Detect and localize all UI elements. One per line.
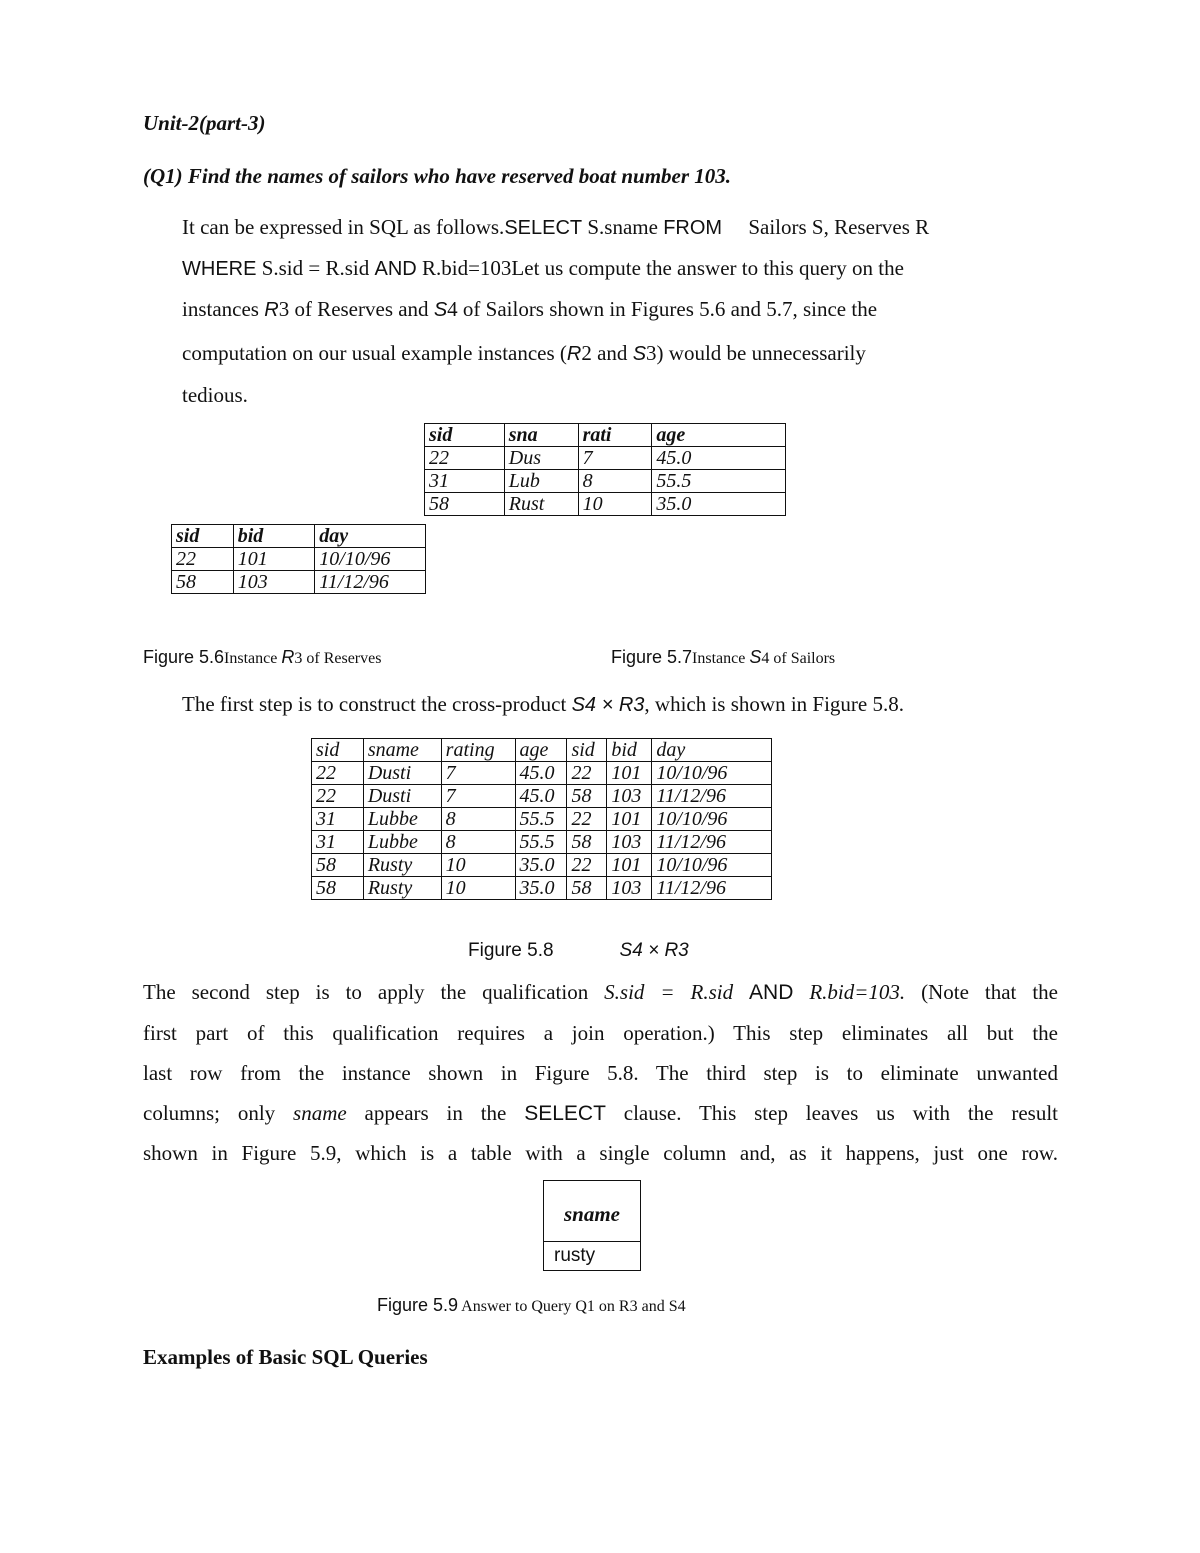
table-cell: 11/12/96 (315, 571, 426, 594)
table-header-cell: sna (504, 424, 578, 447)
table-cell: 103 (607, 877, 652, 900)
table-cell: 101 (233, 548, 315, 571)
second-step-line-4: columns; only sname appears in the SELECT clause. This step leaves us with the result (143, 1101, 1058, 1125)
table-cell: Lubbe (363, 808, 441, 831)
table-cell: 10/10/96 (652, 762, 772, 785)
table-cell: 55.5 (515, 808, 567, 831)
intro-line-2: WHERE S.sid = R.sid AND R.bid=103Let us compute the answer to this query on the (182, 256, 904, 280)
table-header-cell: sname (363, 739, 441, 762)
answer-table (543, 1180, 641, 1271)
table-header-cell: sid (172, 525, 234, 548)
table-cell: Dusti (363, 785, 441, 808)
table-header-cell: age (515, 739, 567, 762)
table-cell: 103 (607, 831, 652, 854)
table-row (425, 447, 786, 470)
table-cell: 101 (607, 762, 652, 785)
table-cell: Dusti (363, 762, 441, 785)
table-cell: 7 (578, 447, 652, 470)
table-header-cell: day (652, 739, 772, 762)
table-cell: 10/10/96 (652, 854, 772, 877)
table-cell: Dus (504, 447, 578, 470)
table-row (425, 493, 786, 516)
figure-5-7-caption: Figure 5.7Instance S4 of Sailors (611, 647, 836, 667)
table-cell: 35.0 (515, 877, 567, 900)
table-cell: 22 (172, 548, 234, 571)
table-cell: 22 (567, 762, 607, 785)
table-cell: 10 (441, 877, 515, 900)
section-heading: Examples of Basic SQL Queries (143, 1345, 428, 1369)
table-cell: 10 (578, 493, 652, 516)
table-cell: 101 (607, 854, 652, 877)
table-cell: 45.0 (515, 785, 567, 808)
table-cell: 11/12/96 (652, 831, 772, 854)
table-cell: 8 (578, 470, 652, 493)
table-cell: 31 (312, 831, 364, 854)
table-cell: 45.0 (652, 447, 786, 470)
page-title: Unit-2(part-3) (143, 111, 266, 135)
table-row (312, 785, 772, 808)
table-header-row (172, 525, 426, 548)
second-step-line-1: The second step is to apply the qualification S.sid = R.sid AND R.bid=103. (Note that the (143, 980, 1058, 1004)
table-header-cell: rati (578, 424, 652, 447)
intro-line-3: instances R3 of Reserves and S4 of Sailors shown in Figures 5.6 and 5.7, since the (182, 297, 878, 321)
second-step-line-3: last row from the instance shown in Figure 5.8. The third step is to eliminate unwanted (143, 1061, 1058, 1085)
figure-5-9-caption: Figure 5.9 Answer to Query Q1 on R3 and S4 (377, 1295, 686, 1315)
answer-value: rusty (554, 1245, 596, 1266)
cross-product-table (311, 738, 772, 900)
figure-5-6-caption: Figure 5.6Instance R3 of Reserves (143, 647, 382, 667)
table-header-cell: sid (567, 739, 607, 762)
table-header-cell: day (315, 525, 426, 548)
table-cell: 35.0 (652, 493, 786, 516)
table-row (172, 571, 426, 594)
table-row (312, 854, 772, 877)
table-cell: 22 (312, 785, 364, 808)
table-cell: 58 (312, 854, 364, 877)
table-row (172, 548, 426, 571)
table-row (312, 831, 772, 854)
table-cell: 8 (441, 831, 515, 854)
table-cell: 58 (312, 877, 364, 900)
table-header-row (312, 739, 772, 762)
table-cell: 58 (567, 831, 607, 854)
reserves-r3-table (171, 524, 426, 594)
table-row (312, 877, 772, 900)
table-header-cell: bid (607, 739, 652, 762)
table-cell: 31 (425, 470, 505, 493)
table-cell: 58 (425, 493, 505, 516)
table-cell: Rust (504, 493, 578, 516)
intro-line-1: It can be expressed in SQL as follows.SELECT S.sname FROM Sailors S, Reserves R (182, 215, 930, 239)
table-cell: 22 (312, 762, 364, 785)
table-cell: 7 (441, 785, 515, 808)
table-row (312, 762, 772, 785)
table-cell: 103 (233, 571, 315, 594)
table-cell: 11/12/96 (652, 785, 772, 808)
sailors-s4-table (424, 423, 786, 516)
table-cell: 7 (441, 762, 515, 785)
table-cell: 22 (425, 447, 505, 470)
table-cell: 58 (567, 785, 607, 808)
table-cell: 8 (441, 808, 515, 831)
table-cell: 35.0 (515, 854, 567, 877)
table-cell: Lub (504, 470, 578, 493)
second-step-line-2: first part of this qualification requires a join operation.) This step eliminates all but the (143, 1021, 1058, 1045)
cross-product-intro: The first step is to construct the cross-product S4 × R3, which is shown in Figure 5.8. (182, 692, 904, 716)
second-step-line-5: shown in Figure 5.9, which is a table with a single column and, as it happens, just one row. (143, 1141, 1058, 1165)
answer-header: sname (544, 1181, 640, 1242)
table-header-row (425, 424, 786, 447)
table-cell: 10/10/96 (652, 808, 772, 831)
table-header-cell: sid (312, 739, 364, 762)
table-cell: Rusty (363, 854, 441, 877)
table-cell: 45.0 (515, 762, 567, 785)
table-cell: 55.5 (515, 831, 567, 854)
table-cell: 58 (567, 877, 607, 900)
table-cell: 31 (312, 808, 364, 831)
figure-5-8-caption: Figure 5.8 S4 × R3 (468, 940, 689, 961)
table-header-cell: sid (425, 424, 505, 447)
table-cell: 10 (441, 854, 515, 877)
intro-line-4: computation on our usual example instances (R2 and S3) would be unnecessarily (182, 341, 866, 365)
table-header-cell: age (652, 424, 786, 447)
question-heading: (Q1) Find the names of sailors who have reserved boat number 103. (143, 164, 732, 188)
table-cell: Lubbe (363, 831, 441, 854)
table-cell: 55.5 (652, 470, 786, 493)
table-header-cell: rating (441, 739, 515, 762)
table-cell: Rusty (363, 877, 441, 900)
intro-line-5: tedious. (182, 383, 248, 407)
table-cell: 103 (607, 785, 652, 808)
table-row (312, 808, 772, 831)
table-cell: 58 (172, 571, 234, 594)
table-row (425, 470, 786, 493)
table-cell: 101 (607, 808, 652, 831)
table-cell: 10/10/96 (315, 548, 426, 571)
table-cell: 22 (567, 854, 607, 877)
table-cell: 11/12/96 (652, 877, 772, 900)
table-header-cell: bid (233, 525, 315, 548)
table-cell: 22 (567, 808, 607, 831)
